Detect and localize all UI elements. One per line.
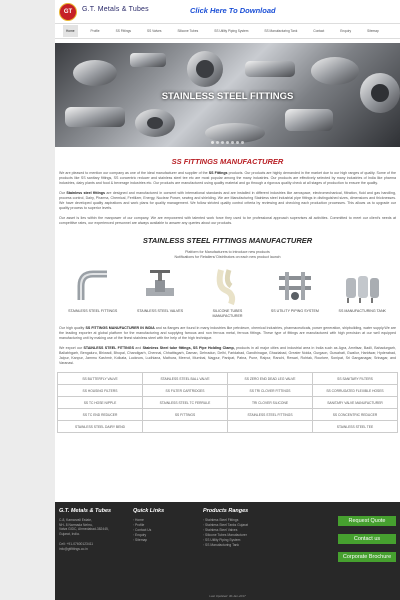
footer-contact bbox=[59, 508, 127, 551]
slider-dot[interactable] bbox=[241, 141, 244, 144]
slider-dot[interactable] bbox=[221, 141, 224, 144]
slider-dot[interactable] bbox=[226, 141, 229, 144]
footer-link-contact[interactable]: › Contact Us bbox=[133, 528, 164, 533]
piping-system-image bbox=[275, 266, 315, 306]
quality-paragraph-2: We export our STAINLESS STEEL FITTINGS and Stainless Steel tube fittings, SS Pipe Holding Clamp, products in all major cities and industrial area in India such as Agra, Amritsar, Badli, Bahadurgarh, Ballabhgarh, Bengaluru, Bhiwadi, Bhopal, Chandigarh, Chennai, Chhattisgarh, Daman, Dehradun, Delhi, Faridabad, Gandhinagar, Ghaziabad, Greater Noida, Gurgaon, Guwahati, Gwalior, Haridwar, Hyderabad, Jaipur, Kanpur, Jammu Kashmir, Kolkata, Lucknow, Ludhiana, Mathura, Meerut, Mumbai, Nagpur, Panipat, Patna, Pune, Raipur, Ranchi, Rewari, Rohtak, Rourkee, Sonipat, Sri Ganganagar, Srinagar, and Varanasi. bbox=[59, 346, 396, 366]
request-quote-button[interactable]: Request Quote bbox=[338, 516, 396, 526]
nav-profile[interactable]: Profile bbox=[90, 29, 100, 33]
product-link-grid bbox=[57, 372, 398, 433]
corporate-brochure-button[interactable]: Corporate Brochure bbox=[338, 552, 396, 562]
footer-quick-links-title: Quick Links bbox=[133, 508, 165, 514]
footer-phone[interactable]: Cell: +91-07600123411 bbox=[59, 542, 94, 546]
grid-link[interactable]: SS TC END REDUCER bbox=[58, 409, 143, 421]
grid-link[interactable]: SS FILTER CARTRIDGES bbox=[143, 385, 228, 397]
download-link[interactable]: Click Here To Download bbox=[190, 6, 276, 15]
elbow-fitting-image bbox=[73, 266, 113, 306]
grid-link[interactable]: STAINLESS STEEL BALL VALVE bbox=[143, 373, 228, 385]
grid-empty-cell bbox=[143, 421, 228, 433]
footer-address-line: Gujarat, India. bbox=[59, 531, 80, 536]
footer-range-link[interactable]: › SS Utility Piping System bbox=[203, 538, 248, 543]
intro-paragraph-3: Our asset is lies within the manpower of our company. We are empowered with talented work force they used to be professional approach supervises all activities. Committed to meet our client's needs at competitive rates, our experienced personnel are always available to answer any queries about our products. bbox=[59, 216, 396, 225]
footer-range-link[interactable]: › Stainless Steel Tanks Gujarat bbox=[203, 523, 248, 528]
grid-link[interactable]: STAINLESS STEEL TC FERRULE bbox=[143, 397, 228, 409]
nav-enquiry[interactable]: Enquiry bbox=[340, 29, 352, 33]
site-footer bbox=[55, 502, 400, 600]
footer-company-title: G.T. Metals & Tubes bbox=[59, 508, 112, 514]
footer-quick-links bbox=[133, 508, 164, 543]
grid-link[interactable]: SS CORRUGATED FLEXIBLE HOSES bbox=[313, 385, 398, 397]
footer-range-link[interactable]: › Stainless Steel Fittings bbox=[203, 518, 248, 523]
product-utility-piping[interactable]: SS UTILITY PIPING SYSTEM bbox=[270, 266, 320, 318]
footer-email[interactable]: info@gtfittings.co.in bbox=[59, 546, 88, 551]
product-list bbox=[55, 260, 400, 320]
contact-us-button[interactable]: Contact us bbox=[338, 534, 396, 544]
products-subtitle-1: Platform for Manufacturers to introduce new products bbox=[185, 250, 270, 254]
page bbox=[55, 0, 400, 600]
tank-image bbox=[342, 266, 382, 306]
nav-contact[interactable]: Contact bbox=[313, 29, 325, 33]
footer-product-ranges bbox=[203, 508, 248, 548]
nav-silicone-tubes[interactable]: Silicone Tubes bbox=[177, 29, 199, 33]
product-ss-valves[interactable]: STAINLESS STEEL VALVES bbox=[135, 266, 185, 318]
hero-banner[interactable] bbox=[55, 43, 400, 147]
nav-ss-valves[interactable]: SS Valves bbox=[146, 29, 162, 33]
products-title: STAINLESS STEEL FITTINGS MANUFACTURER bbox=[142, 236, 313, 245]
footer-link-profile[interactable]: › Profile bbox=[133, 523, 164, 528]
nav-home[interactable]: Home bbox=[63, 25, 78, 37]
footer-link-enquiry[interactable]: › Enquiry bbox=[133, 533, 164, 538]
grid-link[interactable]: STAINLESS STEEL DAIRY BEND bbox=[58, 421, 143, 433]
site-header bbox=[55, 0, 400, 23]
footer-address-line: NH- 8 Narmada Nehru, bbox=[59, 522, 93, 527]
footer-address-line: C-8, Kamarvali Estate, bbox=[59, 518, 92, 522]
footer-address-line: Vatva GIDC, Ahmedabad-382445, bbox=[59, 527, 109, 531]
quality-paragraph-1: Our high quality SS FITTINGS MANUFACTURER IN INDIA and ss flanges are found in many industries like petroleum, chemical industries, pharmaceuticals, power generation, shipbuilding, water supply.We are the leading exporter at global platform for the manufacturing and supplying famous and non ferrous metal, ferrous fittings. These type of fittings are manufactured with high precision at our well equipped manufacturing unit by making use of the finest stainless steel with the help of the high technique. bbox=[59, 326, 397, 341]
footer-link-home[interactable]: › Home bbox=[133, 518, 164, 523]
product-manufacturing-tank[interactable]: SS MANUFACTURING TANK bbox=[337, 266, 387, 318]
grid-link[interactable]: SS TC HOSE NIPPLE bbox=[58, 397, 143, 409]
footer-link-sitemap[interactable]: › Sitemap bbox=[133, 538, 164, 543]
company-logo[interactable]: GT bbox=[59, 3, 77, 21]
nav-sitemap[interactable]: Sitemap bbox=[367, 29, 379, 33]
grid-link[interactable]: SS FITTINGS bbox=[143, 409, 228, 421]
slider-dot[interactable] bbox=[216, 141, 219, 144]
footer-ranges-title: Products Ranges bbox=[203, 508, 249, 514]
product-silicone-tubes[interactable]: SILICONE TUBES MANUFACTURER bbox=[202, 266, 252, 318]
grid-link[interactable]: SANITARY VALVE MANUFACTURER bbox=[313, 397, 398, 409]
grid-link[interactable]: SS ZERO END DEAD LEG VALVE bbox=[228, 373, 313, 385]
grid-empty-cell bbox=[228, 421, 313, 433]
intro-paragraph-1: We are pleased to mention our company as one of the ideal manufacturer and supplier of the SS Fittings products. Our products are highly demanded in the market due to our high ranges of quality. Some of the products like SS sanitary fittings, SS concentric reducer and stainless steel tee etc are most popular among the many industries. Our products are effectively selected by many industries of India like pharma industries, dairy plants and food & beverage industries etc. Our products are manufactured using quality material and go through a rigorous quality check at all stages of production to ensure the quality. bbox=[59, 171, 396, 185]
main-nav bbox=[55, 23, 400, 39]
grid-link[interactable]: SS HOUSING FILTERS bbox=[58, 385, 143, 397]
footer-range-link[interactable]: › SS Manufacturing Tank bbox=[203, 543, 248, 548]
products-subtitle-2: Notifications for Retailers/ Distributors on each new product launch bbox=[174, 255, 281, 259]
intro-paragraph-2: Our Stainless steel fittings are designed and manufactured in consent with international standards and are installed in different industries like aerospace, electromechanical, filtration, fluid and gas handling, process control, Dairy, Pharma, Chemical, Fertilizer, Energy, Nuclear Power, sewing and shielding. We are Manufacturing Stainless steel industrial pipe fittings in distinguished sizes, dimensions and thicknesses. We have developed quality aspirations and work plans for quality management. We follow stricted quality control criteria by reviewing and checking each production processes. This allows us to upgrade our quality process to superior levels. bbox=[59, 191, 396, 210]
slider-dot[interactable] bbox=[231, 141, 234, 144]
slider-dot[interactable] bbox=[236, 141, 239, 144]
footer-range-link[interactable]: › Stainless Steel Valves bbox=[203, 528, 248, 533]
grid-link[interactable]: SS BUTTERFLY VALVE bbox=[58, 373, 143, 385]
grid-link[interactable]: SS TRI CLOVER FITTINGS bbox=[228, 385, 313, 397]
grid-link[interactable]: SS CONCENTRIC REDUCER bbox=[313, 409, 398, 421]
hero-title: STAINLESS STEEL FITTINGS bbox=[161, 91, 294, 102]
footer-range-link[interactable]: › Silicone Tubes Manufacturer bbox=[203, 533, 248, 538]
slider-dot[interactable] bbox=[211, 141, 214, 144]
nav-utility-piping[interactable]: SS Utility Piping System bbox=[214, 29, 249, 33]
product-ss-fittings[interactable]: STAINLESS STEEL FITTINGS bbox=[68, 266, 118, 318]
intro-title: SS FITTINGS MANUFACTURER bbox=[171, 157, 284, 166]
footer-last-updated: Last Updated: 30-Jan-2017 bbox=[209, 594, 246, 598]
nav-ss-fittings[interactable]: SS Fittings bbox=[115, 29, 131, 33]
grid-link[interactable]: SS SANITARY FILTERS bbox=[313, 373, 398, 385]
valve-image bbox=[140, 266, 180, 306]
grid-link[interactable]: STAINLESS STEEL TEE bbox=[313, 421, 398, 433]
silicone-tube-image bbox=[207, 266, 247, 306]
nav-manufacturing-tank[interactable]: SS Manufacturing Tank bbox=[264, 29, 298, 33]
grid-link[interactable]: TRI CLOVER SILICONE bbox=[228, 397, 313, 409]
brand-name[interactable]: G.T. Metals & Tubes bbox=[82, 6, 149, 13]
slider-dots bbox=[55, 141, 400, 144]
grid-link[interactable]: STAINLESS STEEL FITTINGS bbox=[228, 409, 313, 421]
